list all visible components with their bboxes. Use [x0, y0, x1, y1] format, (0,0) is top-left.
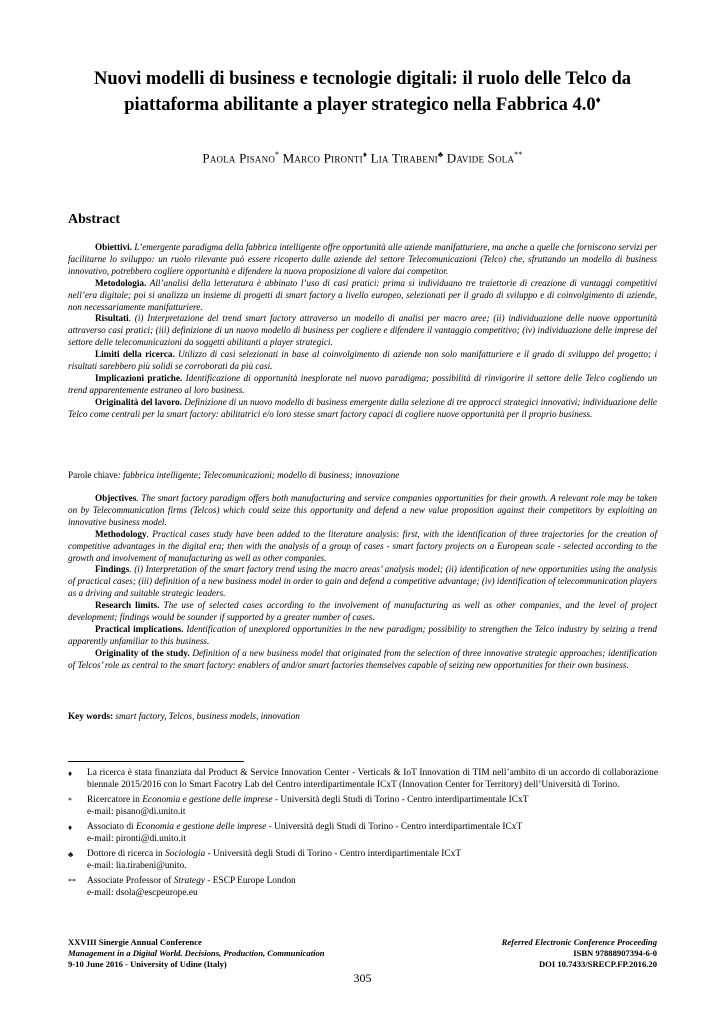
footnote-text: Associate Professor of: [87, 876, 174, 886]
author-name: Paola Pisano: [202, 150, 276, 166]
abstract-paragraph: [68, 313, 657, 349]
keywords-italian: [68, 470, 657, 482]
keywords-english: [68, 711, 657, 723]
paragraph-text: Definition of a new business model that originated from the selection of three innovative strategic approaches; identification of Telcos’ role as central to the smart factory: enablers of and/or smart factories themselves capable of seizing new opportunities for their own business.: [68, 647, 657, 670]
paragraph-label: Findings: [95, 564, 130, 575]
paragraph-text: Utilizzo di casi selezionati in base al coinvolgimento di aziende non solo manifatturiere e il grado di sviluppo del progetto; i risultati sarebbero più solidi se corroborati da più casi.: [68, 349, 657, 372]
paragraph-text: Identificazione di opportunità inesplorate nel nuovo paradigma; possibilità di rinvigorire il settore delle Telco cogliendo un trend apparentemente estraneo al loro business.: [68, 372, 657, 395]
paragraph-label: Obiettivi.: [95, 242, 133, 252]
keywords-text: : fabbrica intelligente; Telecomunicazioni; modello di business; innovazione: [117, 470, 400, 480]
footnote: [68, 768, 658, 791]
abstract-heading: Abstract: [68, 212, 121, 227]
author-mark: ♦: [362, 150, 368, 159]
abstract-italian: [68, 242, 657, 421]
page-footer: [68, 937, 657, 970]
footnote-italic: Strategy: [173, 876, 205, 886]
title-footnote-mark: ♦: [595, 95, 601, 106]
footnotes: [68, 768, 658, 903]
paragraph-text: Identification of unexplored opportunities in the new paradigm; possibility to strengthen the Telco industry by seizing a trend apparently unfamiliar to this business.: [68, 623, 657, 646]
footer-row: [68, 937, 657, 948]
abstract-paragraph: [68, 624, 657, 648]
keywords-label: Parole chiave: [68, 470, 118, 480]
title-line-2: piattaforma abilitante a player strategico nella Fabbrica 4.0: [124, 95, 596, 116]
footnote-mark: ♦: [68, 823, 73, 832]
conference-name: XXVIII Sinergie Annual Conference: [68, 937, 202, 947]
paragraph-label: Methodology: [95, 528, 147, 539]
footnote-email: e-mail: dsola@escpeurope.eu: [87, 887, 198, 898]
abstract-paragraph: [68, 648, 657, 672]
footnote-text: La ricerca è stata finanziata dal Product & Service Innovation Center - Verticals & IoT Innovation di TIM nell’ambito di un accordo di collaborazione biennale 2015/2016 con lo Smart Facotry Lab del Centro interdipartimentale ICxT (Innovation Center for Territory) dell’Università di Torino.: [87, 768, 658, 790]
footnote-mark: *: [68, 796, 72, 805]
footnote-text: - Università degli Studi di Torino - Centro interdipartimentale ICxT: [272, 795, 529, 805]
conference-date-place: 9-10 June 2016 - University of Udine (Italy): [68, 959, 227, 969]
abstract-english: [68, 493, 657, 672]
abstract-paragraph: [68, 493, 657, 529]
page-number: 305: [353, 971, 372, 985]
doi: DOI 10.7433/SRECP.FP.2016.20: [538, 959, 657, 969]
footnote: [68, 876, 658, 899]
footnote-text: - Università degli Studi di Torino - Centro interdipartimentale ICxT: [266, 822, 523, 832]
footnote-text: - ESCP Europe London: [204, 876, 296, 886]
author-mark: *: [275, 150, 280, 159]
footnote-text: - Università degli Studi di Torino - Centro interdipartimentale ICxT: [205, 849, 462, 859]
abstract-paragraph: [68, 564, 657, 600]
paragraph-label: Risultati: [95, 313, 129, 324]
paragraph-label: Limiti della ricerca.: [95, 349, 175, 360]
author-mark: ♣: [437, 150, 444, 159]
footnote-text: Associato di: [87, 822, 136, 832]
paragraph-label: Originalità del lavoro.: [95, 396, 182, 407]
keywords-text: smart factory, Telcos, business models, innovation: [113, 711, 300, 721]
author-list: [40, 147, 685, 166]
paragraph-text: . The smart factory paradigm offers both manufacturing and service companies opportunities for their growth. A relevant role may be taken on by Telecommunication firms (Telcos) which could seize this opportunity and defend a new value proposition against their competitors by exploiting an innovative business model.: [68, 493, 657, 527]
paragraph-text: All’analisi della letteratura è abbinato l’uso di casi pratici: prima si individuano tre traiettorie di creazione di vantaggi competitivi nell’era digitale; poi si analizza un insieme di progetti di smart factory a livello europeo, selezionati per il grado di sviluppo e di coinvolgimento di aziende, non necessariamente manifatturiere.: [68, 277, 657, 312]
abstract-paragraph: [68, 278, 657, 314]
author-name: Lia Tirabeni: [370, 150, 438, 166]
paragraph-label: Practical implications.: [95, 623, 184, 634]
paragraph-text: Definizione di un nuovo modello di business emergente dalla selezione di tre approcci strategici innovativi; individuazione delle Telco come centrali per la smart factory: abilitatrici e/o loro stesse smart factory capaci di cogliere nuove opportunità per il proprio business.: [68, 396, 658, 419]
footnote-mark: ♦: [68, 769, 73, 778]
keywords-label: Key words:: [68, 711, 114, 721]
abstract-paragraph: [68, 397, 657, 421]
footnote: [68, 849, 658, 872]
proceeding-type: Referred Electronic Conference Proceeding: [501, 937, 657, 947]
footnote-divider: [68, 761, 244, 762]
abstract-paragraph: [68, 349, 657, 373]
footnote-email: e-mail: pisano@di.unito.it: [87, 806, 186, 817]
paragraph-text: . Practical cases study have been added to the literature analysis: first, with the identification of three trajectories for the creation of competitive advantages in the digital era; then with the analysis of a group of cases - smart factory projects on a European scale - selected according to the growth and involvement of manufacturing as well as other companies.: [68, 528, 657, 563]
paragraph-text: . (i) Interpretazione del trend smart factory attraverso un modello di analisi per macro aree; (ii) individuazione delle nuove opportunità attraverso casi pratici; (iii) definizione di un nuovo modello di business per cogliere e difendere il vantaggio competitivo; (iv) individuazione delle imprese del settore delle telecomunicazioni da soggetti abilitanti a player strategici.: [68, 313, 657, 348]
title-line-1: Nuovi modelli di business e tecnologie digitali: il ruolo delle Telco da: [93, 69, 632, 89]
paragraph-label: Research limits.: [95, 600, 160, 611]
author-name: Davide Sola: [446, 150, 515, 166]
footnote-mark: ♣: [68, 850, 74, 859]
footnote-text: Ricercatore in: [87, 795, 143, 805]
isbn: ISBN 97888907394-6-0: [573, 948, 657, 958]
abstract-paragraph: [68, 600, 657, 624]
paper-title: [40, 68, 685, 116]
footer-row: [68, 959, 657, 970]
author-mark: **: [514, 150, 523, 159]
author-name: Marco Pironti: [282, 150, 363, 166]
footnote-email: e-mail: pironti@di.unito.it: [87, 833, 186, 844]
footnote: [68, 822, 658, 845]
conference-theme: Management in a Digital World. Decisions, Production, Communication: [68, 948, 325, 958]
paragraph-text: L’emergente paradigma della fabbrica intelligente offre opportunità alle aziende manifatturiere, ma anche a quelle che forniscono servizi per facilitarne lo sviluppo: un ruolo rilevante può essere ricoperto dalle aziende del settore Telecomunicazioni (Telco) che, sfruttando un modello di business innovativo, potrebbero cogliere opportunità e difendere la nuova proposizione di valore dai competitor.: [68, 242, 657, 276]
footnote-email: e-mail: lia.tirabeni@unito.: [87, 860, 187, 871]
footnote-italic: Economia e gestione delle imprese: [142, 795, 273, 805]
footnote-italic: Economia e gestione delle imprese: [135, 822, 267, 832]
paragraph-label: Objectives: [95, 493, 137, 503]
paragraph-label: Implicazioni pratiche.: [95, 372, 183, 383]
footnote-mark: **: [68, 877, 76, 886]
footnote-text: Dottore di ricerca in: [87, 849, 166, 859]
paragraph-text: . (i) Interpretation of the smart factory trend using the macro areas’ analysis model; (ii) identification of new opportunities using the analysis of practical cases; (iii) definition of a new business model in order to gain and defend a competitive advantage; (iv) identification of telecommunication players as a driving and suitable strategic leaders.: [68, 564, 657, 599]
paragraph-label: Originality of the study.: [95, 647, 190, 658]
abstract-paragraph: [68, 529, 657, 565]
footnote: [68, 795, 658, 818]
paragraph-text: The use of selected cases according to the involvement of manufacturing as well as other companies, and the level of project development; findings would be sounder if supported by a greater number of cases.: [68, 600, 657, 623]
footer-row: [68, 948, 657, 959]
paragraph-label: Metodologia.: [95, 277, 147, 288]
footnote-italic: Sociologia: [165, 849, 206, 859]
abstract-paragraph: [68, 242, 657, 278]
abstract-paragraph: [68, 373, 657, 397]
